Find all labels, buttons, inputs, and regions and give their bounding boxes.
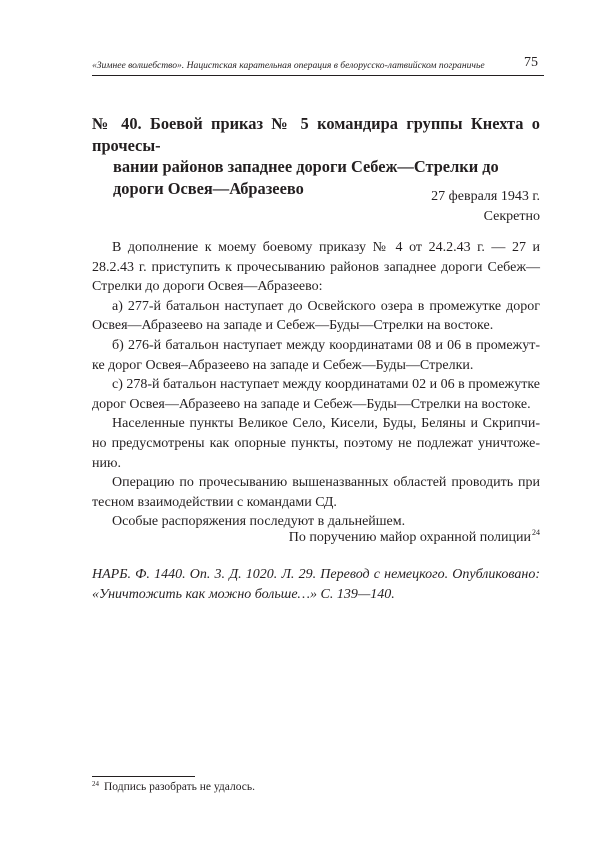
date-block (431, 187, 540, 227)
classification-mark: Секретно (483, 209, 540, 224)
paragraph: а) 277-й батальон наступает до Освейского озера в промежутке дорог Освея—Абразеево на западе и Себеж—Буды—Стрелки на востоке. (92, 298, 540, 334)
paragraph: Операцию по прочесыванию вышеназванных областей проводить при тесном взаимодействии с командами СД. (92, 475, 540, 510)
footnote-reference[interactable]: 24 (532, 528, 540, 537)
header-rule (92, 75, 544, 76)
paragraph: В дополнение к моему боевому приказу № 4 от 24.2.43 г. — 27 и 28.2.43 г. приступить к прочесыванию районов западнее дороги Себеж—Стрелки до дороги Освея—Абразеево: (92, 240, 540, 295)
footnote-text: Подпись разобрать не удалось. (104, 781, 255, 793)
title-continuation: вании районов западнее дороги Себеж—Стрелки до дороги Освея—Абразеево (113, 157, 499, 198)
paragraph: Населенные пункты Великое Село, Кисели, Буды, Беляны и Скрипчи-но предусмотрены как опорные пункты, поэтому не подлежат уничтоже-нию. (92, 416, 540, 471)
document-date: 27 февраля 1943 г. (431, 189, 540, 204)
footnote-number: 24 (92, 780, 99, 788)
signature-text: По поручению майор охранной полиции (288, 530, 531, 545)
footnote (92, 780, 255, 793)
paragraph: Особые распоряжения последуют в дальнейшем. (112, 514, 406, 530)
paragraph: с) 278-й батальон наступает между координатами 02 и 06 в промежутке дорог Освея—Абразеево на западе и Себеж—Буды—Стрелки на востоке. (92, 377, 540, 412)
archival-source: НАРБ. Ф. 1440. Оп. 3. Д. 1020. Л. 29. Перевод с немецкого. Опубликовано: «Уничтожить как можно больше…» С. 139—140. (92, 567, 540, 602)
page-number: 75 (524, 55, 538, 70)
signature-line (289, 528, 540, 546)
document-body (92, 238, 540, 532)
footnote-rule (92, 776, 195, 777)
running-head: «Зимнее волшебство». Нацистская карательная операция в белорусско-латвийском пограничье (92, 60, 485, 71)
paragraph: б) 276-й батальон наступает между координатами 08 и 06 в промежут-ке дорог Освея–Абразеево на западе и Себеж—Буды—Стрелки. (92, 337, 540, 373)
title-first-line: № 40. Боевой приказ № 5 командира группы Кнехта о прочесы- (92, 114, 540, 155)
